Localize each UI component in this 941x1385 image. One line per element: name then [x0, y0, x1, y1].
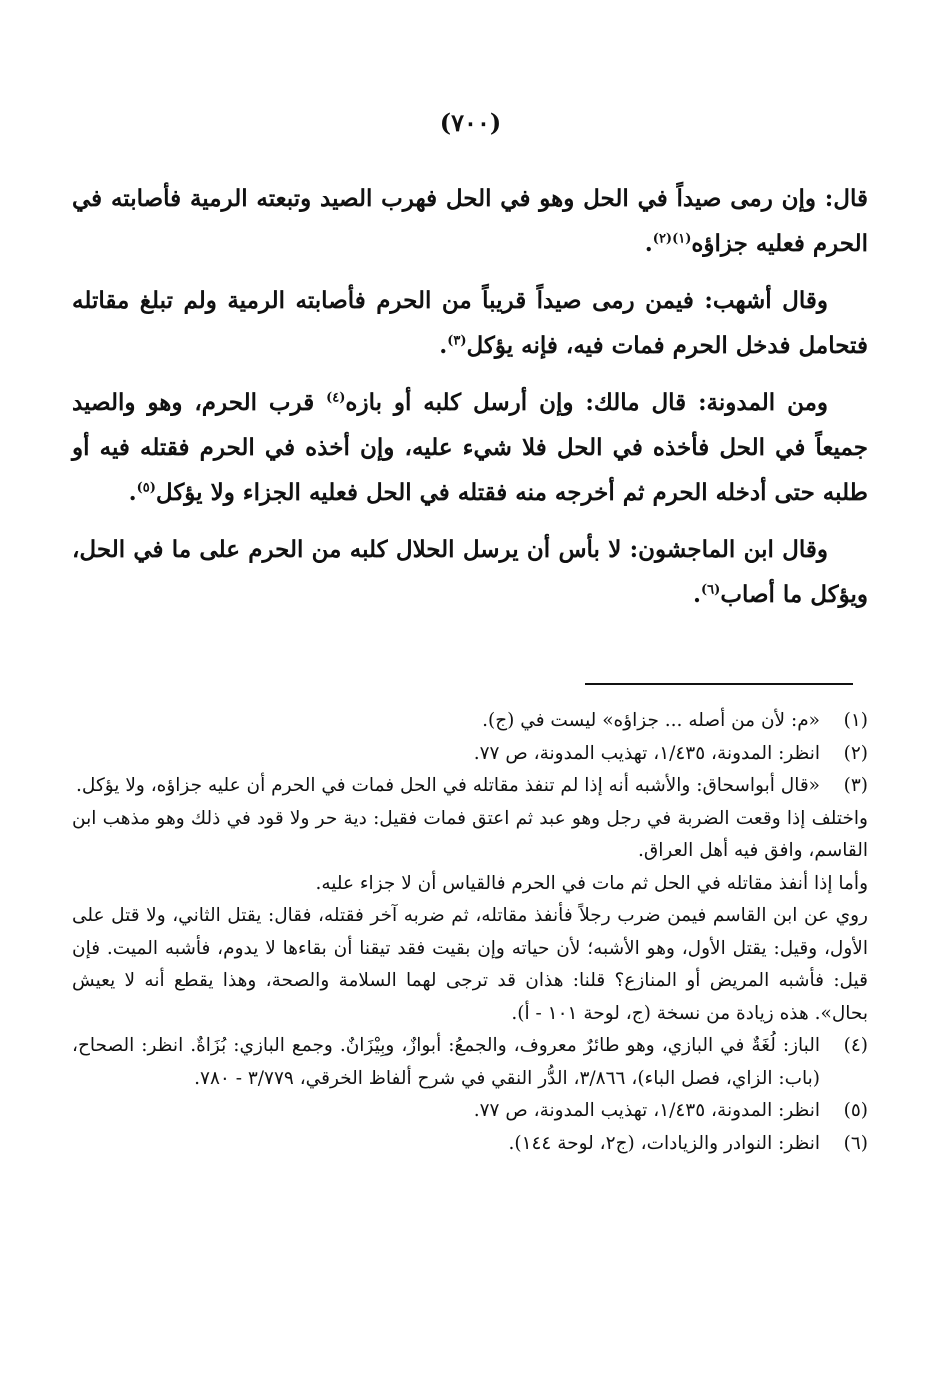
paragraph-3	[72, 380, 868, 515]
paragraph-tail: .	[644, 230, 653, 257]
footnote-ref: (٣)	[447, 333, 467, 349]
footnote-6	[72, 1128, 868, 1161]
footnote-1	[72, 705, 868, 738]
footnote-5	[72, 1095, 868, 1128]
footnote-number: (١)	[843, 710, 868, 731]
footnote-text: الباز: لُغَةٌ في البازي، وهو طائرٌ معروف، والجمعُ: أبوازٌ، وبِيْزَانٌ. وجمع البازي: بُزَاةٌ. انظر: الصحاح، (باب: الزاي، فصل الباء)، ٣/٨٦٦، الدُّر النقي في شرح ألفاظ الخرقي، ٣/٧٧٩ - ٧٨٠.	[72, 1035, 820, 1089]
footnote-text: انظر: المدونة، ١/٤٣٥، تهذيب المدونة، ص ٧٧.	[473, 742, 820, 764]
paragraph-text: قال: وإن رمى صيداً في الحل وهو في الحل فهرب الصيد وتبعته الرمية فأصابته في الحرم فعليه جزاؤه	[72, 185, 868, 257]
footnote-ref: (٤)	[326, 390, 346, 406]
paragraph-text-continued: قرب الحرم، وهو والصيد جميعاً في الحل فأخذه في الحل فلا شيء عليه، وإن أخذه في الحرم فقتله فيه أو طلبه حتى أدخله الحرم ثم أخرجه منه فقتله في الحل فعليه الجزاء ولا يؤكل	[72, 389, 868, 506]
footnote-3-continuation-3: روي عن ابن القاسم فيمن ضرب رجلاً فأنفذ مقاتله، ثم ضربه آخر فقتله، فقال: يقتل الثاني، ولا قتل على الأول، وقيل: يقتل الأول، وهو الأشبه؛ لأن حياته وإن بقيت فقد تيقنا أن بقاءها لا يدوم، فأشبه الميت. فإن قيل: فأشبه المريض أو المنازع؟ قلنا: هذان قد ترجى لهما السلامة والصحة، وهذا يقطع أنه لا يعيش بحال». هذه زيادة من نسخة (ج، لوحة ١٠١ - أ).	[72, 905, 868, 1024]
footnote-text: انظر: النوادر والزيادات، (ج٢، لوحة ١٤٤).	[508, 1132, 820, 1154]
footnote-number: (٤)	[843, 1035, 868, 1056]
footnote-3-continuation-1: واختلف إذا وقعت الضربة في رجل وهو عبد ثم اعتق فمات فقيل: دية حر ولا قود في ذلك وهو مذهب ابن القاسم، وافق فيه أهل العراق.	[72, 807, 868, 861]
footnote-2	[72, 738, 868, 771]
footnote-3-continuation-2: وأما إذا أنفذ مقاتله في الحل ثم مات في الحرم فالقياس أن لا جزاء عليه.	[315, 872, 868, 894]
footnote-ref: (١)(٢)	[652, 231, 692, 247]
paragraph-tail: .	[439, 332, 448, 359]
paragraph-text: ومن المدونة: قال مالك: وإن أرسل كلبه أو بازه	[345, 389, 828, 416]
page-number: (٧٠٠)	[439, 108, 502, 137]
main-text	[72, 176, 868, 629]
footnote-number: (٣)	[843, 775, 868, 796]
footnote-number: (٢)	[843, 742, 868, 764]
footnotes	[72, 705, 868, 1160]
footnote-number: (٥)	[843, 1100, 868, 1121]
footnote-ref: (٥)	[136, 480, 156, 496]
paragraph-tail: .	[128, 479, 137, 506]
paragraph-text: وقال ابن الماجشون: لا بأس أن يرسل الحلال كلبه من الحرم على ما في الحل، ويؤكل ما أصاب	[72, 536, 868, 608]
footnote-number: (٦)	[843, 1132, 868, 1154]
footnote-text: انظر: المدونة، ١/٤٣٥، تهذيب المدونة، ص ٧٧.	[473, 1100, 820, 1121]
footnote-3	[72, 770, 868, 803]
footnote-text: «قال أبواسحاق: والأشبه أنه إذا لم تنفذ مقاتله في الحل فمات في الحرم أن عليه جزاؤه، ولا يؤكل.	[76, 775, 820, 796]
paragraph-2	[72, 278, 868, 368]
paragraph-4	[72, 527, 868, 617]
paragraph-tail: .	[693, 581, 702, 608]
footnote-ref: (٦)	[701, 582, 721, 598]
footnote-text: «م: لأن من أصله ... جزاؤه» ليست في (ج).	[482, 710, 820, 731]
paragraph-text: وقال أشهب: فيمن رمى صيداً قريباً من الحرم فأصابته الرمية ولم تبلغ مقاتله فتحامل فدخل الحرم فمات فيه، فإنه يؤكل	[72, 287, 868, 359]
footnote-divider	[585, 683, 853, 685]
footnote-4	[72, 1030, 868, 1095]
paragraph-1	[72, 176, 868, 266]
